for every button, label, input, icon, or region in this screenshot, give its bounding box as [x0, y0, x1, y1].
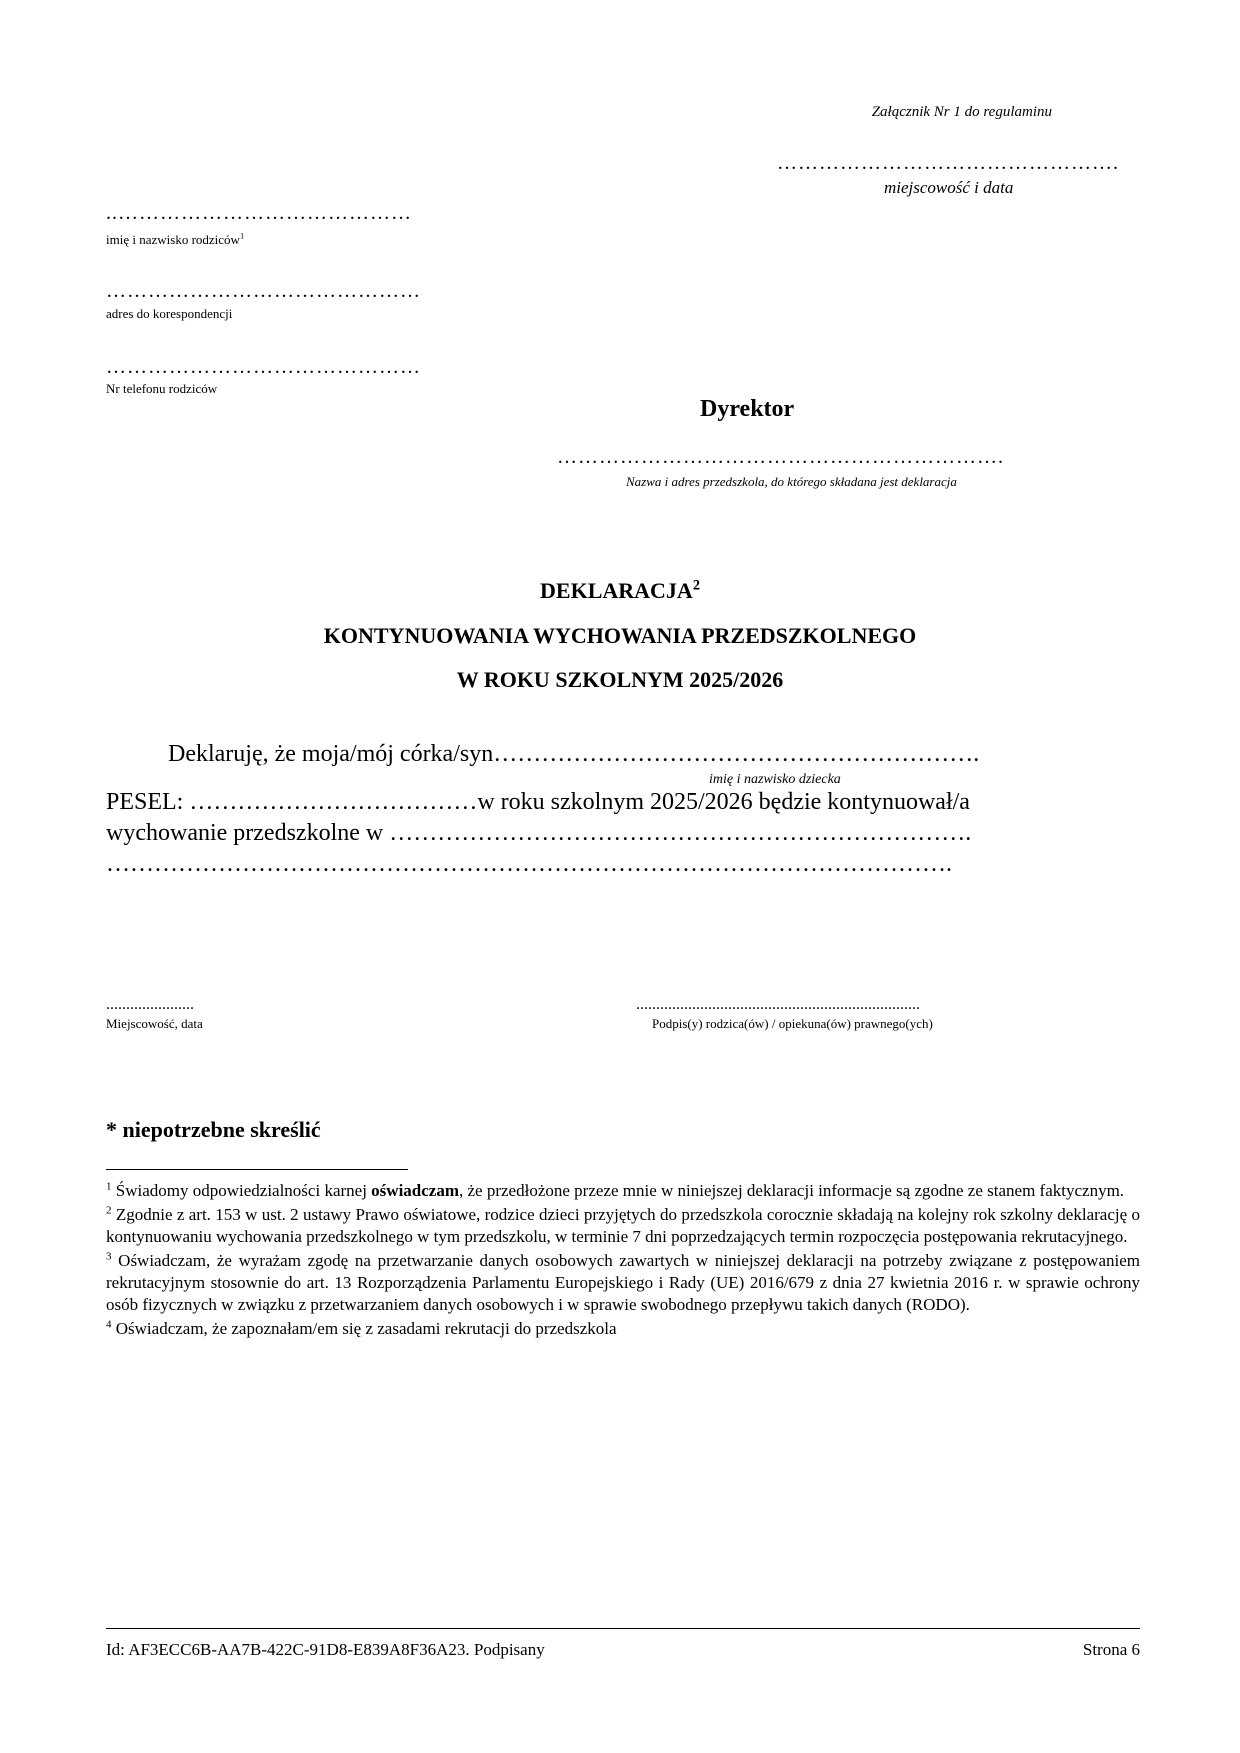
director-heading: Dyrektor: [700, 396, 795, 422]
footnote-1: [106, 1180, 1140, 1202]
footnote-ref-1: 1: [239, 230, 245, 241]
footnote-4-number: 4: [106, 1318, 112, 1331]
signature-field[interactable]: .......................................................................: [636, 996, 920, 1013]
kindergarten-continuation-field[interactable]: wychowanie przedszkolne w ……………………………………………………………….: [106, 820, 972, 846]
strike-note: * niepotrzebne skreślić: [106, 1117, 321, 1142]
footnote-3-number: 3: [106, 1250, 112, 1263]
parent-phone-field[interactable]: ………………………………………: [106, 356, 421, 378]
footnote-4-text: Oświadczam, że zapoznałam/em się z zasadami rekrutacji do przedszkola: [111, 1319, 617, 1338]
footnote-2-number: 2: [106, 1204, 112, 1217]
parent-phone-label: Nr telefonu rodziców: [106, 381, 218, 396]
kindergarten-field[interactable]: ……………………………………………………….: [557, 446, 1004, 468]
child-name-label: imię i nazwisko dziecka: [709, 772, 841, 787]
place-date-field[interactable]: ………………………………………….: [777, 152, 1119, 174]
parent-address-field[interactable]: ………………………………………: [106, 280, 421, 302]
footnote-2-text: Zgodnie z art. 153 w ust. 2 ustawy Prawo oświatowe, rodzice dzieci przyjętych do przedszkola corocznie składają na kolejny rok szkolny deklarację o kontynuowaniu wychowania przedszkolnego w tym przedszkolu, w terminie 7 dni poprzedzających termin rozpoczęcia postępowania rekrutacyjnego.: [106, 1205, 1140, 1246]
page-number: Strona 6: [1082, 1640, 1140, 1659]
document-title-text: DEKLARACJA: [540, 578, 693, 603]
footnote-4: [106, 1318, 1140, 1340]
pesel-field[interactable]: PESEL: ………………………………w roku szkolnym 2025/2026 będzie kontynuował/a: [106, 789, 970, 815]
footnote-3-text: Oświadczam, że wyrażam zgodę na przetwarzanie danych osobowych zawartych w niniejszej deklaracji na potrzeby związane z postępowaniem rekrutacyjnym stosownie do art. 13 Rozporządzenia Parlamentu Europejskiego i Rady (UE) 2016/679 z dnia 27 kwietnia 2016 r. w sprawie ochrony osób fizycznych w związku z przetwarzaniem danych osobowych i w sprawie swobodnego przepływu takich danych (RODO).: [106, 1251, 1140, 1314]
signature-label: Podpis(y) rodzica(ów) / opiekuna(ów) prawnego(ych): [652, 1016, 933, 1031]
parent-name-field[interactable]: ..……………………………………: [106, 202, 412, 224]
footer-divider: [106, 1628, 1140, 1629]
document-subtitle: KONTYNUOWANIA WYCHOWANIA PRZEDSZKOLNEGO: [323, 623, 917, 648]
signature-place-date-field[interactable]: ......................: [106, 996, 194, 1013]
school-year-title: W ROKU SZKOLNYM 2025/2026: [456, 667, 784, 692]
continuation-dots-field[interactable]: …………………………………………………………………………………………….: [106, 851, 952, 877]
document-id: Id: AF3ECC6B-AA7B-422C-91D8-E839A8F36A23. Podpisany: [106, 1640, 545, 1659]
footnote-1-text-b: , że przedłożone przeze mnie w niniejszej deklaracji informacje są zgodne ze stanem faktycznym.: [459, 1181, 1125, 1200]
footnote-1-text-a: Świadomy odpowiedzialności karnej: [111, 1181, 372, 1200]
parent-address-label: adres do korespondencji: [106, 306, 233, 321]
declaration-child-field[interactable]: Deklaruję, że moja/mój córka/syn…………………………………………………….: [168, 741, 980, 767]
footnote-1-bold: oświadczam: [371, 1181, 459, 1200]
attachment-note: Załącznik Nr 1 do regulaminu: [871, 104, 1052, 120]
footnotes: [106, 1180, 1140, 1342]
document-title: [0, 578, 1240, 604]
signature-place-date-label: Miejscowość, data: [106, 1016, 203, 1031]
footnote-2: [106, 1204, 1140, 1248]
parent-name-label-text: imię i nazwisko rodziców: [106, 232, 240, 247]
place-date-label: miejscowość i data: [884, 178, 1014, 197]
footnote-3: [106, 1250, 1140, 1316]
footnote-divider: [106, 1169, 408, 1170]
parent-name-label: [106, 232, 244, 248]
footnote-1-number: 1: [106, 1180, 112, 1193]
kindergarten-label: Nazwa i adres przedszkola, do którego składana jest deklaracja: [626, 474, 957, 489]
footnote-ref-2: 2: [692, 577, 700, 594]
